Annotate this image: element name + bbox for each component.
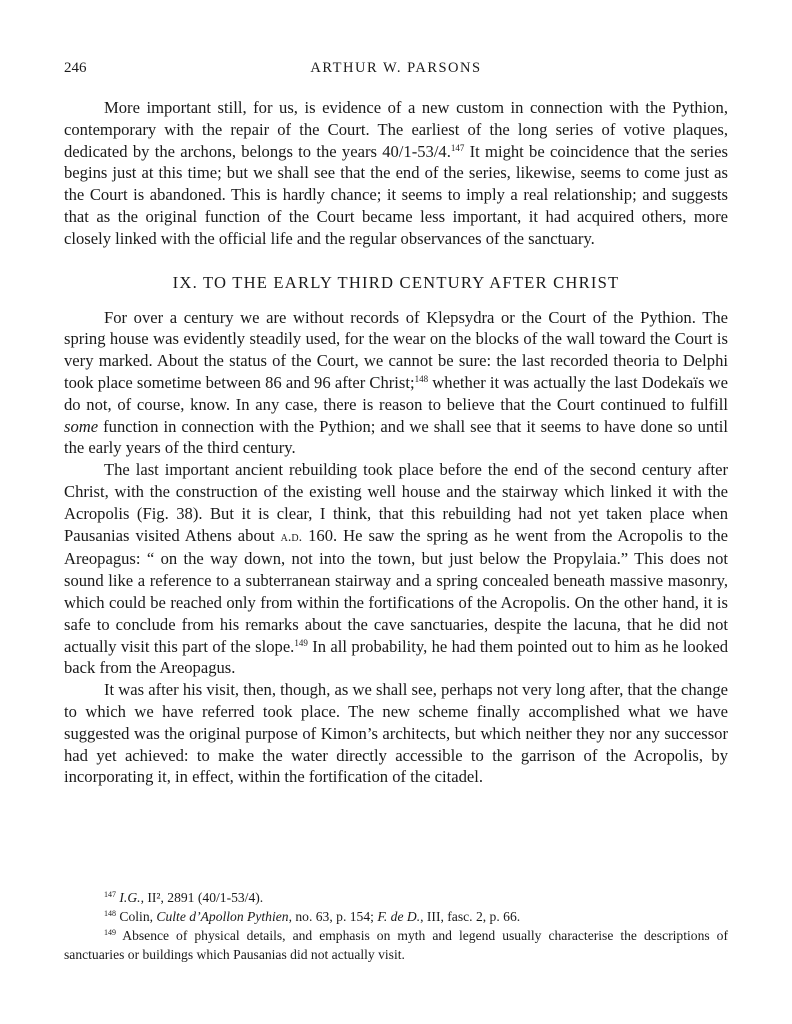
footnote-text: Absence of physical details, and emphasis on myth and legend usually characterise the descriptions of sanctuaries or buildings which Pausanias did not actually visit. xyxy=(64,928,728,962)
paragraph-text: function in connection with the Pythion; and we shall see that it seems to have done so until the early years of the third century. xyxy=(64,416,728,458)
footnote-text: , III, fasc. 2, p. 66. xyxy=(420,909,521,924)
footnote-number: 149 xyxy=(104,928,116,937)
emphasis: some xyxy=(64,416,99,436)
page-number: 246 xyxy=(64,60,87,76)
footnote-text: , no. 63, p. 154; xyxy=(288,909,378,924)
footnote-148 xyxy=(64,907,728,926)
footnote-ref-149[interactable]: 149 xyxy=(294,637,308,648)
footnotes xyxy=(64,888,728,964)
footnote-number: 147 xyxy=(104,890,116,899)
footnote-147 xyxy=(64,888,728,907)
paragraph-1 xyxy=(64,97,728,250)
paragraph-text: 160. He saw the spring as he went from the Acropolis to the Areopagus: “ on the way down, not into the town, but just below the Propylaia.” This does not sound like a reference to a subterranean stairway and a spring concealed beneath massive masonry, which could be reached only from within the fortifications of the Acropolis. On the other hand, it is safe to conclude from his remarks about the cave sanctuaries, despite the lacuna, that he did not actually visit this part of the slope. xyxy=(64,525,729,656)
citation-title: I.G. xyxy=(119,890,141,905)
footnote-number: 148 xyxy=(104,909,116,918)
paragraph-text: More important still, for us, is evidence of a new custom in connection with the Pythion, contemporary with the repair of the Court. The earliest of the long series of votive plaques, dedicated by the archons, belongs to the years 40/1-53/4. xyxy=(64,98,728,161)
main-text xyxy=(64,97,728,788)
paragraph-text: In all probability, he had them pointed out to him as he looked back from the Areopagus. xyxy=(64,636,728,678)
paragraph-4: It was after his visit, then, though, as we shall see, perhaps not very long after, that the change to which we have referred took place. The new scheme finally accomplished what we have suggested was the original purpose of Kimon’s architects, but which neither they nor any successor had yet achieved: to make the water directly accessible to the garrison of the Acropolis, by incorporating it, in effect, within the fortification of the citadel. xyxy=(64,680,728,787)
footnote-ref-147[interactable]: 147 xyxy=(450,142,465,153)
footnote-text: Colin, xyxy=(116,909,157,924)
paragraph-text: It might be coincidence that the series begins just at this time; but we shall see that the end of the series, likewise, seems to come just as the Court is abandoned. This is hardly chance; it seems to imply a real relationship; and suggests that as the original function of the Court became less important, it had acquired others, more closely linked with the official life and the regular observances of the sanctuary. xyxy=(64,141,728,248)
paragraph-text: For over a century we are without records of Klepsydra or the Court of the Pythion. The spring house was evidently steadily used, for the wear on the blocks of the wall toward the Court is very marked. About the status of the Court, we cannot be sure: the last recorded theoria to Delphi took place sometime between 86 and 96 after Christ; xyxy=(64,307,728,392)
page-header xyxy=(64,60,728,84)
footnote-149 xyxy=(64,926,728,964)
section-heading: IX. TO THE EARLY THIRD CENTURY AFTER CHRIST xyxy=(172,272,620,292)
citation-title: Culte d’Apollon Pythien xyxy=(156,909,289,924)
era-abbreviation: a.d. xyxy=(280,529,303,545)
paragraph-3 xyxy=(64,459,728,679)
running-head: ARTHUR W. PARSONS xyxy=(310,60,482,76)
paragraph-2 xyxy=(64,307,728,460)
citation-title: F. de D. xyxy=(377,909,421,924)
paragraph-text: The last important ancient rebuilding took place before the end of the second century after Christ, with the construction of the existing well house and the stairway which linked it with the Acropolis (Fig. 38). But it is clear, I think, that this rebuilding had not yet taken place when Pausanias visited Athens about xyxy=(64,460,728,545)
footnote-text: , II², 2891 (40/1-53/4). xyxy=(140,890,264,905)
footnote-ref-148[interactable]: 148 xyxy=(414,373,429,384)
paragraph-text: whether it was actually the last Dodekaïs we do not, of course, know. In any case, there is reason to believe that the Court continued to fulfill xyxy=(64,372,728,414)
